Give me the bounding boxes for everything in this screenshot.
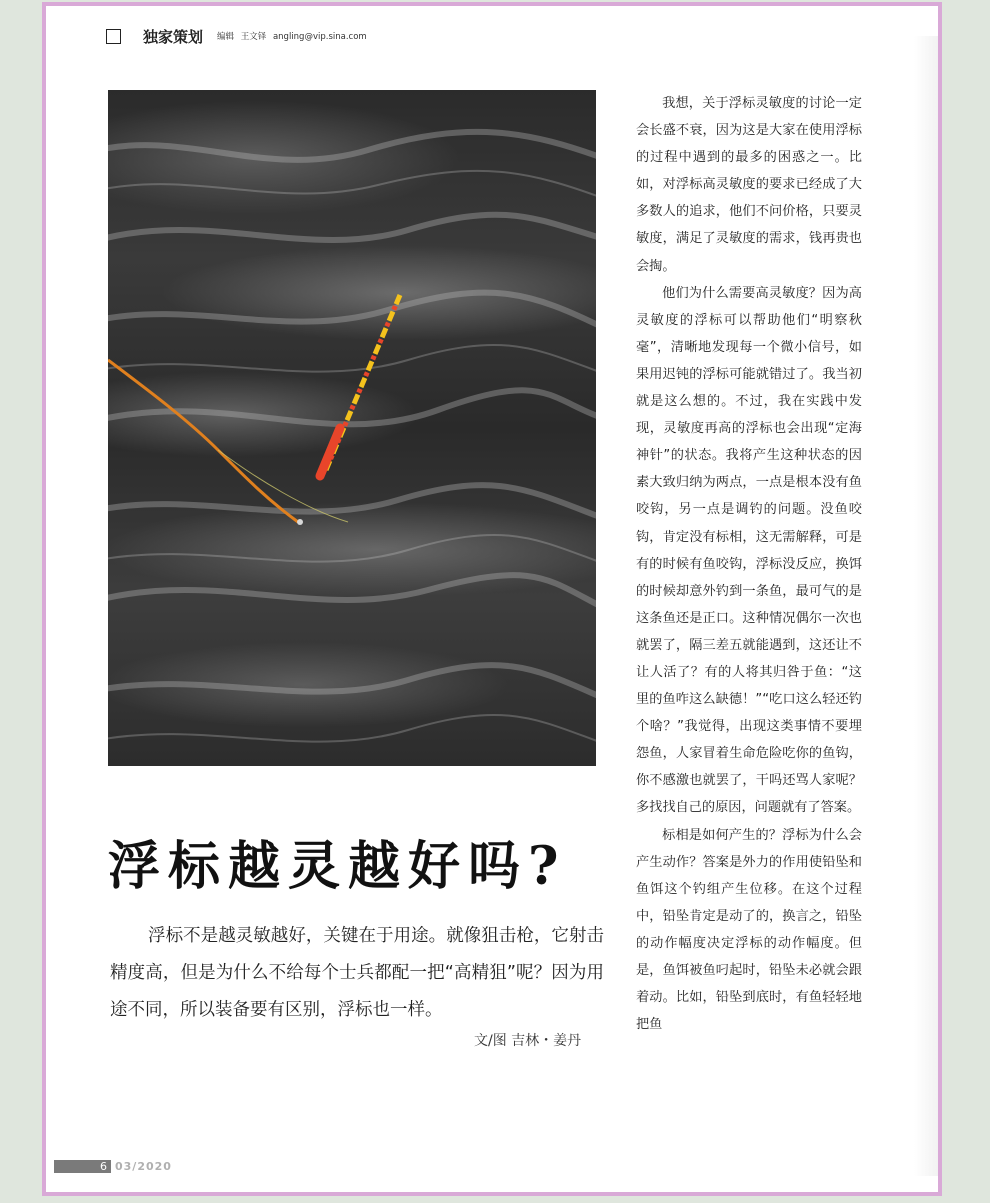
body-column	[636, 90, 862, 1038]
footer-bar	[54, 1160, 96, 1173]
section-title: 独家策划	[143, 27, 204, 46]
page-frame	[42, 2, 942, 1196]
article-title: 浮标越灵越好吗?	[108, 836, 567, 897]
issue-number: 03/2020	[115, 1160, 172, 1173]
lead-text: 浮标不是越灵敏越好，关键在于用途。就像狙击枪，它射击精度高，但是为什么不给每个士兵都配一把“高精狙”呢？因为用途不同，所以装备要有区别，浮标也一样。	[110, 926, 604, 1020]
page-header	[106, 26, 371, 46]
article-lead	[110, 918, 604, 1029]
checkbox-square-icon	[106, 29, 121, 44]
editor-name: 王文铎	[240, 32, 267, 42]
magazine-page	[46, 6, 938, 1192]
editor-label: 编辑	[217, 32, 235, 42]
page-footer	[54, 1160, 172, 1173]
page-edge-shadow	[914, 36, 938, 1176]
body-paragraph: 标相是如何产生的？浮标为什么会产生动作？答案是外力的作用使铅坠和鱼饵这个钓组产生位移。在这个过程中，铅坠肯定是动了的，换言之，铅坠的动作幅度决定浮标的动作幅度。但是，鱼饵被鱼叼起时，铅坠未必就会跟着动。比如，铅坠到底时，有鱼轻轻地把鱼	[636, 827, 862, 1033]
page-number: 6	[96, 1160, 111, 1173]
body-paragraph: 我想，关于浮标灵敏度的讨论一定会长盛不衰，因为这是大家在使用浮标的过程中遇到的最多的困惑之一。比如，对浮标高灵敏度的要求已经成了大多数人的追求，他们不问价格，只要灵敏度，满足了灵敏度的需求，钱再贵也会掏。	[636, 96, 862, 274]
float-illustration	[108, 90, 596, 766]
byline: 文/图 吉林・姜丹	[474, 1033, 582, 1049]
body-paragraph: 他们为什么需要高灵敏度？因为高灵敏度的浮标可以帮助他们“明察秋毫”，清晰地发现每一个微小信号，如果用迟钝的浮标可能就错过了。我当初就是这么想的。不过，我在实践中发现，灵敏度再高的浮标也会出现“定海神针”的状态。我将产生这种状态的因素大致归纳为两点，一点是根本没有鱼咬钩，另一点是调钓的问题。没鱼咬钩，肯定没有标相，这无需解释，可是有的时候有鱼咬钩，浮标没反应，换饵的时候却意外钓到一条鱼，最可气的是这条鱼还是正口。这种情况偶尔一次也就罢了，隔三差五就能遇到，这还让不让人活了？有的人将其归咎于鱼：“这里的鱼咋这么缺德！”“吃口这么轻还钓个啥？”我觉得，出现这类事情不要埋怨鱼，人家冒着生命危险吃你的鱼钩，你不感激也就罢了，干吗还骂人家呢？多找找自己的原因，问题就有了答案。	[636, 285, 862, 816]
editor-info	[217, 30, 371, 42]
float-photo	[108, 90, 596, 766]
editor-email: angling@vip.sina.com	[272, 32, 367, 42]
